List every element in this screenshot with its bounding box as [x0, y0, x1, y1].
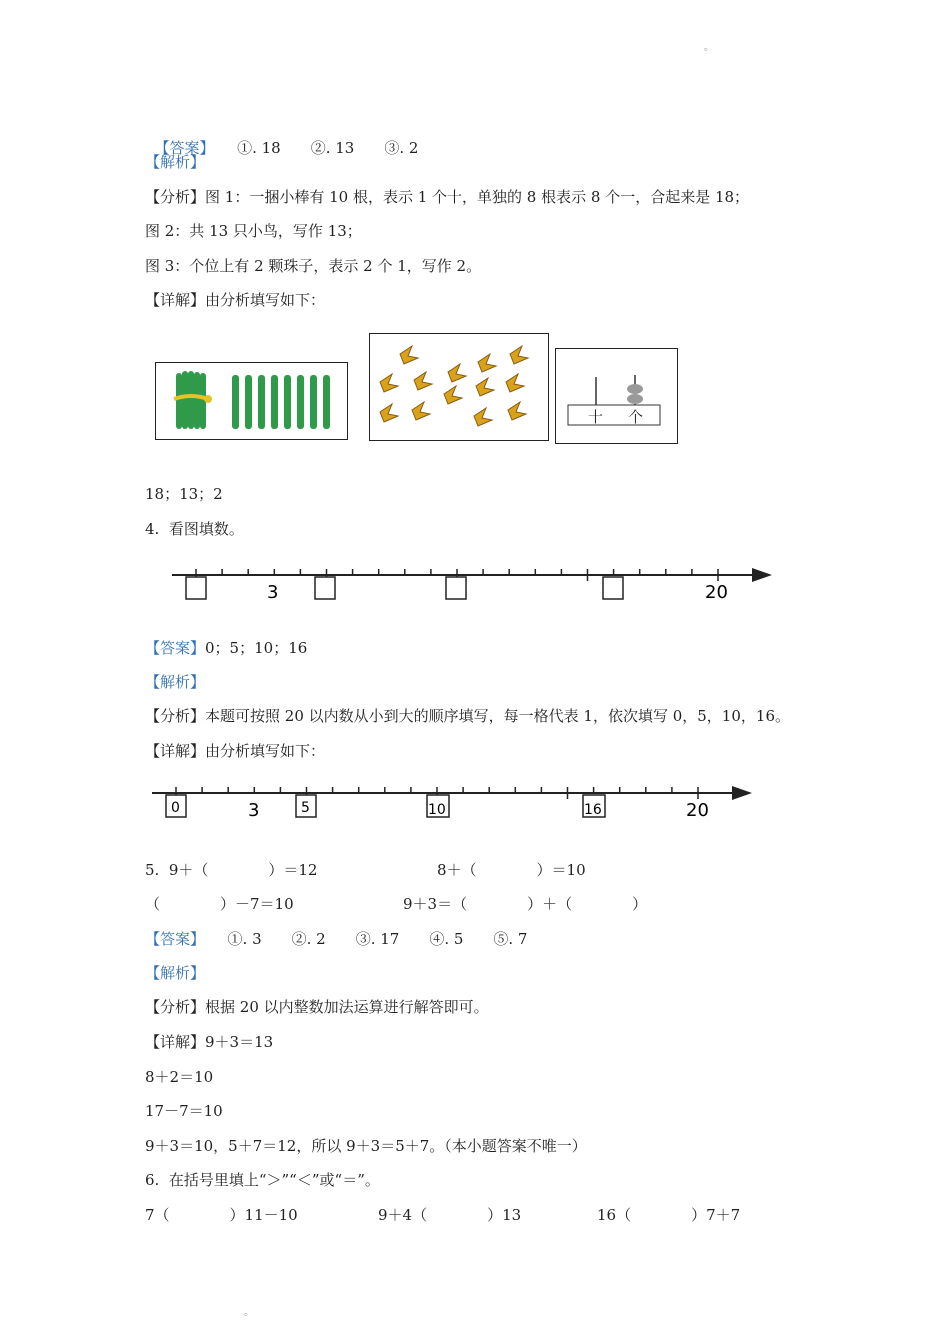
q5-line2a: （ ）－7＝10: [145, 895, 294, 913]
q3-detail: [145, 290, 325, 310]
q5-l4: 9＋3＝10，5＋7＝12，所以 9＋3＝5＋7。（本小题答案不唯一）: [145, 1137, 587, 1155]
answer-tag: 【答案】: [154, 139, 208, 157]
detail-text: 由分析填写如下：: [205, 742, 326, 760]
q5-fenxi: [145, 997, 489, 1017]
fenxi-text: 本题可按照 20 以内数从小到大的顺序填写，每一格代表 1，依次填写 0，5，10，16。: [205, 707, 790, 725]
fenxi-tag: 【分析】: [145, 998, 206, 1016]
blank-box: [315, 577, 335, 599]
q6-title: 6. 在括号里填上“＞”“＜”或“＝”。: [145, 1171, 380, 1189]
analysis-tag: 【解析】: [145, 153, 206, 171]
answer-tag: 【答案】: [145, 930, 198, 948]
q5-l3: 17－7＝10: [145, 1102, 223, 1120]
birds-image: [370, 334, 548, 440]
blank-box: [186, 577, 206, 599]
ones-label: 个: [628, 408, 644, 426]
q3-answer: ①. 18 ②. 13 ③. 2: [237, 139, 419, 157]
q5-answer-line: [145, 929, 527, 949]
q6-c: 16（ ）7＋7: [597, 1206, 741, 1224]
detail-tag: 【详解】: [145, 1033, 206, 1051]
abacus-figure: [555, 348, 678, 444]
q4-answer-line: [145, 638, 307, 658]
abacus-image: [556, 349, 677, 443]
answer-box-16: 16: [584, 802, 602, 818]
answer-box-0: 0: [171, 800, 180, 816]
number-line-answer: [148, 778, 760, 828]
detail-text: 由分析填写如下：: [205, 291, 326, 309]
q5-detail: [145, 1032, 273, 1052]
q6-a: 7（ ）11－10: [145, 1206, 298, 1224]
tens-label: 十: [588, 408, 604, 426]
q4-fenxi: [145, 706, 790, 726]
detail-text: 9＋3＝13: [205, 1033, 274, 1051]
number-line-question: [160, 555, 780, 610]
tick-label-3: 3: [267, 582, 279, 603]
fenxi-text: 根据 20 以内整数加法运算进行解答即可。: [205, 998, 489, 1016]
q3-fenxi: [145, 187, 749, 207]
blank-box: [603, 577, 623, 599]
q3-line2: 图 2：共 13 只小鸟，写作 13；: [145, 222, 362, 240]
q5-l2: 8＋2＝10: [145, 1068, 214, 1086]
answer-tag: 【答案】: [145, 639, 206, 657]
page-mark: 。: [704, 42, 714, 53]
fenxi-text: 图 1：一捆小棒有 10 根，表示 1 个十，单独的 8 根表示 8 个一，合起来是 18；: [205, 188, 750, 206]
tick-label-20: 20: [686, 800, 709, 821]
q5-line1a: 5. 9＋（ ）＝12: [145, 861, 318, 879]
q5-line1b: 8＋（ ）＝10: [437, 861, 586, 879]
detail-tag: 【详解】: [145, 742, 206, 760]
q4-detail: [145, 741, 325, 761]
q4-title: 4. 看图填数。: [145, 520, 244, 538]
q5-line2b: 9＋3＝（ ）＋（ ）: [403, 895, 648, 913]
tick-label-3: 3: [248, 800, 260, 821]
answer-box-5: 5: [301, 800, 310, 816]
q4-answer: 0；5；10；16: [205, 639, 308, 657]
fenxi-tag: 【分析】: [145, 188, 206, 206]
detail-tag: 【详解】: [145, 291, 206, 309]
analysis-tag: 【解析】: [145, 964, 206, 982]
sticks-image: [156, 363, 347, 439]
q5-answer: ①. 3 ②. 2 ③. 17 ④. 5 ⑤. 7: [227, 930, 528, 948]
sticks-figure: [155, 362, 348, 440]
blank-box: [446, 577, 466, 599]
fenxi-tag: 【分析】: [145, 707, 206, 725]
q3-result: 18；13；2: [145, 485, 223, 503]
q6-b: 9＋4（ ）13: [378, 1206, 522, 1224]
tick-label-20: 20: [705, 582, 728, 603]
birds-figure: [369, 333, 549, 441]
page-mark: 。: [244, 1307, 254, 1318]
analysis-tag: 【解析】: [145, 673, 206, 691]
q3-line3: 图 3：个位上有 2 颗珠子，表示 2 个 1，写作 2。: [145, 257, 482, 275]
answer-box-10: 10: [428, 802, 446, 818]
